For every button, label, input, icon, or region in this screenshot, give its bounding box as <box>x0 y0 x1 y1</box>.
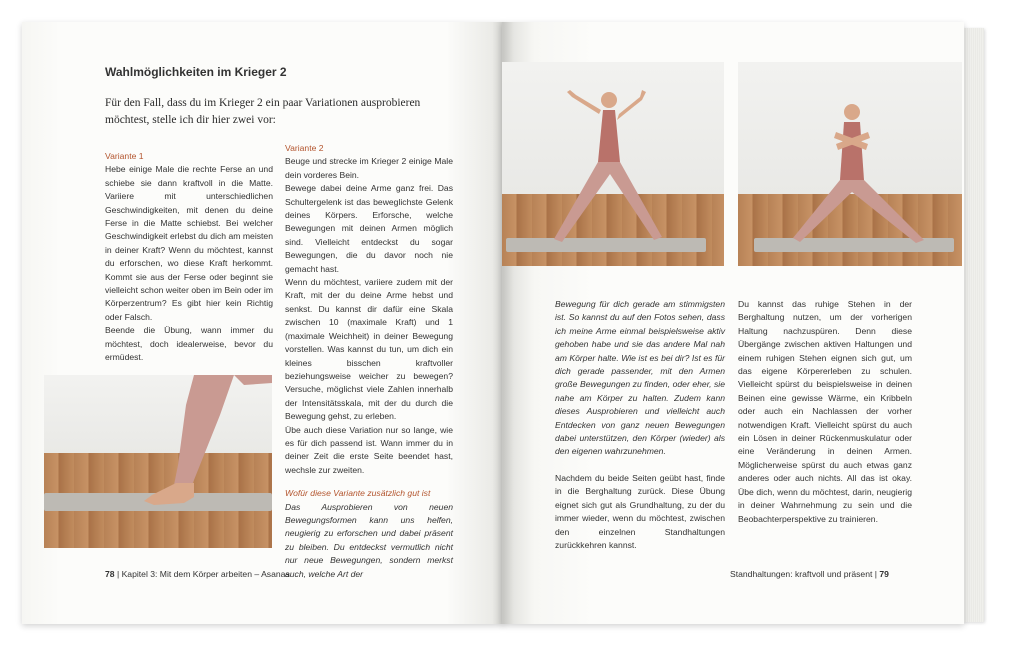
leg-figure <box>44 375 272 548</box>
left-page-number: 78 <box>105 569 115 579</box>
right-col1-text: Nachdem du beide Seiten geübt hast, finde in die Berghaltung zurück. Diese Übung eignet sich gut als Grundhaltung, zu der du immer wieder, wenn du möchtest, zwischen den einzelnen Standhaltungen zurückkehren kannst. <box>555 473 725 551</box>
variant2-paragraph-1: Beuge und strecke im Krieger 2 einige Male dein vorderes Bein. <box>285 156 453 180</box>
right-col2-text: Du kannst das ruhige Stehen in der Berghaltung nutzen, um der vorherigen Haltung nachzuspüren. Denn diese Übergänge zwischen aktiven Haltungen und einem ruhigen Stehen eignen sich gut, um das eigene Körpererleben zu schulen. Vielleicht spürst du beispielsweise in deinen Beinen eine gewisse Wärme, ein Kribbeln oder auch ein Nachlassen der vorher notwendigen Kraft. Vielleicht spürst du auch ein Lösen in deiner Rückenmuskulatur oder eine Veränderung in deinen Armen. Möglicherweise spürst du auch etwas ganz anderes oder auch nichts. All das ist okay. Übe dich, wenn du möchtest, darin, neugierig in deiner Wahrnehmung zu sein und die Beobachterperspektive zu trainieren. <box>738 299 912 524</box>
photo-heel-lift <box>44 375 272 548</box>
variant1-column <box>105 150 273 365</box>
page-edge-stack <box>962 28 984 622</box>
intro-text: Für den Fall, dass du im Krieger 2 ein paar Variationen ausprobieren möchtest, stelle ich dir hier zwei vor: <box>105 97 421 126</box>
photo-arms-crossed <box>738 62 962 266</box>
photo-arms-raised <box>502 62 724 266</box>
variant2-paragraph-2: Bewege dabei deine Arme ganz frei. Das Schultergelenk ist das beweglichste Gelenk deines Körpers. Erforsche, welche Bewegungen mit deinen Armen möglich sind. Vielleicht entdeckst du sogar Bewegungen, die du davor noch nie gemacht hast. <box>285 183 453 274</box>
left-footer: 78 | Kapitel 3: Mit dem Körper arbeiten – Asanas <box>105 569 290 579</box>
figure-arms-raised <box>502 62 724 266</box>
left-footer-text: Kapitel 3: Mit dem Körper arbeiten – Asanas <box>121 569 290 579</box>
benefit-text: Das Ausprobieren von neuen Bewegungsformen kann uns helfen, neugierig zu erforschen und dabei präsent zu bleiben. Du entdeckst vermutlich nicht nur neue Bewegungen, sondern merkst auch, welche Art der <box>285 501 453 579</box>
section-heading: Wahlmöglichkeiten im Krieger 2 <box>105 65 287 79</box>
figure-arms-crossed <box>738 62 962 266</box>
variant2-column <box>285 142 453 581</box>
variant2-paragraph-4: Übe auch diese Variation nur so lange, wie es für dich passend ist. Wann immer du in deiner Zeit die erste Seite beendet hast, wechsle zur zweiten. <box>285 424 453 475</box>
variant2-title: Variante 2 <box>285 143 324 153</box>
variant2-paragraph-3: Wenn du möchtest, variiere zudem mit der Kraft, mit der du deine Arme hebst und senkst. Du kannst dir dafür eine Skala zwischen 10 (maximale Kraft) und 1 (maximale Weichheit) in deiner Bewegung vorstellen. Was kannst du tun, um dich ein kleines bisschen kraftvoller beziehungsweise weicher zu bewegen? Versuche, möglichst viele Zahlen innerhalb der Intensitätsskala, mit der du durch die Bewegung gehst, zu erleben. <box>285 277 453 422</box>
benefit-title: Wofür diese Variante zusätzlich gut ist <box>285 488 431 499</box>
variant1-paragraph-1: Hebe einige Male die rechte Ferse an und schiebe sie dann kraftvoll in die Matte. Variiere mit unterschiedlichen Geschwindigkeiten, mit denen du deine Ferse in die Matte schiebst. Bei welcher Geschwindigkeit erlebst du dich am meisten in deiner Kraft? Wenn du möchtest, kannst du erforschen, wo diese Kraft herkommt. Kommt sie aus der Ferse oder beginnt sie vielleicht schon weiter oben im Bein oder im Körperzentrum? Es gibt hier kein Richtig oder Falsch. <box>105 164 273 322</box>
right-footer-text: Standhaltungen: kraftvoll und präsent <box>730 569 873 579</box>
right-page-number: 79 <box>879 569 889 579</box>
right-col1-italic: Bewegung für dich gerade am stimmigsten ist. So kannst du auf den Fotos sehen, dass ich meine Arme einmal beispielsweise aktiv gehoben habe und sie das andere Mal nah am Körper halte. Wie ist es bei dir? Ist es für dich gerade passender, mit den Armen große Bewegungen zu finden, oder eher, sie nahe am Körper zu halten. Zudem kann dieses Ausprobieren und vielleicht auch Entdecken von ganz neuen Bewegungen dabei unterstützen, den Körper (wieder) als den eigenen wahrzunehmen. <box>555 299 725 457</box>
variant1-paragraph-2: Beende die Übung, wann immer du möchtest, doch idealerweise, bevor du ermüdest. <box>105 325 273 363</box>
variant1-title: Variante 1 <box>105 151 144 161</box>
right-footer: Standhaltungen: kraftvoll und präsent | 79 <box>730 569 889 579</box>
